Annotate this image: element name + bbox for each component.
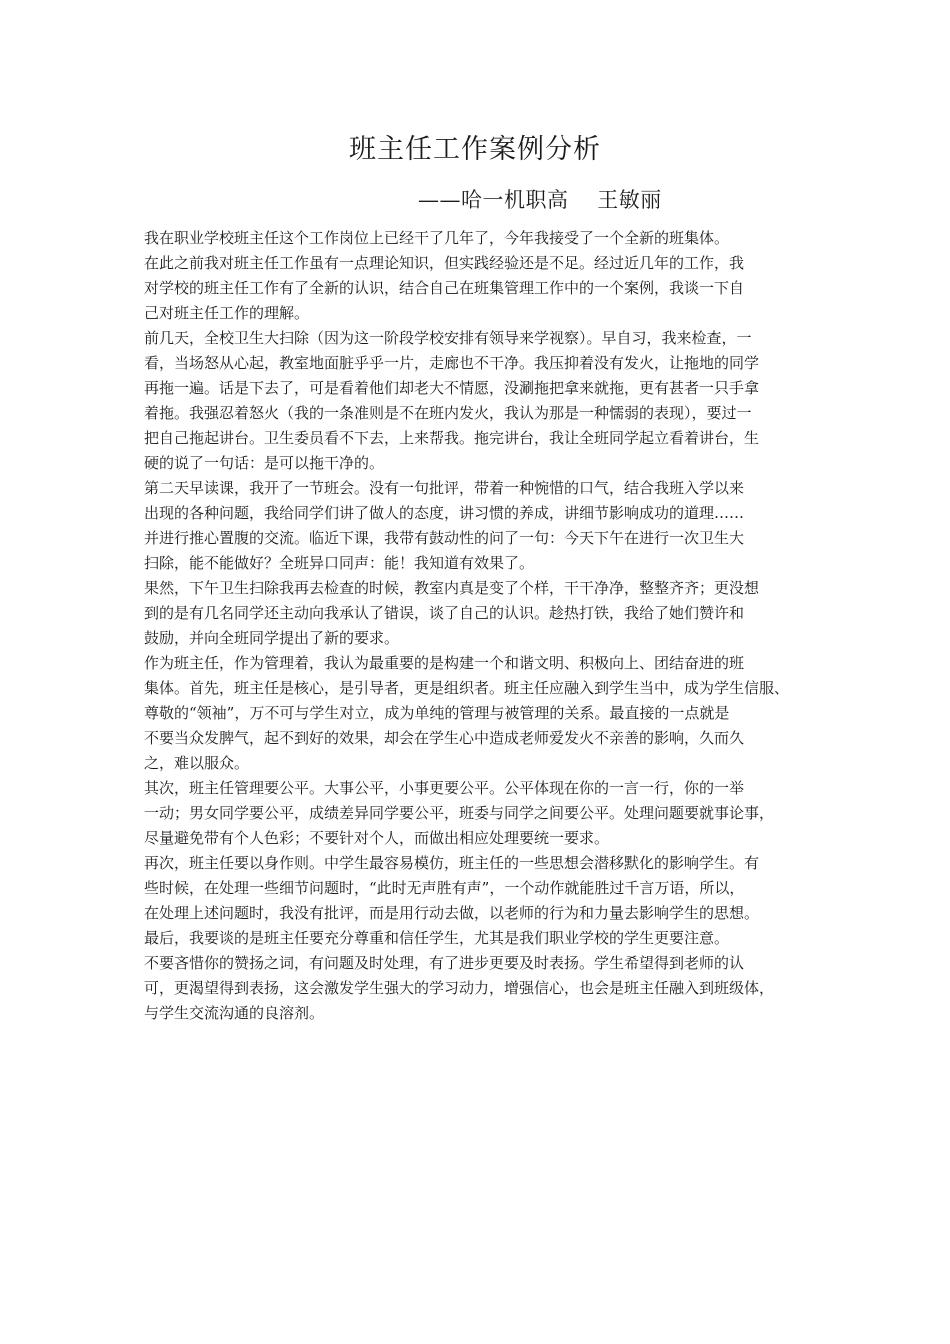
document-author-line: ——哈一机职高 王敏丽 [418,188,662,212]
body-text-line: 把自己拖起讲台。卫生委员看不下去，上来帮我。拖完讲台，我让全班同学起立看着讲台，生 [144,429,760,447]
body-text-line: 看，当场怒从心起，教室地面脏乎乎一片，走廊也不干净。我压抑着没有发火，让拖地的同学 [144,354,760,372]
body-text-line: 一动；男女同学要公平，成绩差异同学要公平，班委与同学之间要公平。处理问题要就事论事， [144,804,775,822]
body-text-line: 前几天，全校卫生大扫除（因为这一阶段学校安排有领导来学视察）。早自习，我来检查，一 [144,329,752,347]
body-text-line: 与学生交流沟通的良溶剂。 [144,1004,325,1022]
body-text-line: 再次，班主任要以身作则。中学生最容易模仿，班主任的一些思想会潜移默化的影响学生。有 [144,854,760,872]
document-title: 班主任工作案例分析 [349,134,601,165]
body-text-line: 鼓励，并向全班同学提出了新的要求。 [144,629,400,647]
body-text-line: 之，难以服众。 [144,754,250,772]
body-text-line: 扫除，能不能做好？全班异口同声：能！我知道有效果了。 [144,554,535,572]
body-text-line: 硬的说了一句话：是可以拖干净的。 [144,454,385,472]
body-text-line: 作为班主任，作为管理着，我认为最重要的是构建一个和谐文明、积极向上、团结奋进的班 [144,654,745,672]
body-text-line: 集体。首先，班主任是核心，是引导者，更是组织者。班主任应融入到学生当中，成为学生信服、 [144,679,790,697]
body-text-line: 并进行推心置腹的交流。临近下课，我带有鼓动性的问了一句：今天下午在进行一次卫生大 [144,529,745,547]
body-text-line: 不要当众发脾气，起不到好的效果，却会在学生心中造成老师爱发火不亲善的影响，久而久 [144,729,745,747]
body-text-line: 果然，下午卫生扫除我再去检查的时候，教室内真是变了个样，干干净净，整整齐齐；更没想 [144,579,760,597]
body-text-line: 着拖。我强忍着怒火（我的一条准则是不在班内发火，我认为那是一种懦弱的表现），要过一 [144,404,752,422]
body-text-line: 再拖一遍。话是下去了，可是看着他们却老大不情愿，没涮拖把拿来就拖，更有甚者一只手拿 [144,379,760,397]
body-text-line: 可，更渴望得到表扬，这会激发学生强大的学习动力，增强信心，也会是班主任融入到班级体， [144,979,775,997]
body-text-line: 我在职业学校班主任这个工作岗位上已经干了几年了，今年我接受了一个全新的班集体。 [144,229,730,247]
body-text-line: 己对班主任工作的理解。 [144,304,310,322]
body-text-line: 其次，班主任管理要公平。大事公平，小事更要公平。公平体现在你的一言一行，你的一举 [144,779,745,797]
body-text-line: 不要吝惜你的赞扬之词，有问题及时处理，有了进步更要及时表扬。学生希望得到老师的认 [144,954,745,972]
body-text-line: 最后，我要谈的是班主任要充分尊重和信任学生，尤其是我们职业学校的学生更要注意。 [144,929,730,947]
body-text-line: 到的是有几名同学还主动向我承认了错误，谈了自己的认识。趁热打铁，我给了她们赞许和 [144,604,745,622]
body-text-line: 尊敬的“领袖”，万不可与学生对立，成为单纯的管理与被管理的关系。最直接的一点就是 [144,704,730,722]
body-text-line: 在此之前我对班主任工作虽有一点理论知识，但实践经验还是不足。经过近几年的工作，我 [144,254,745,272]
body-text-line: 出现的各种问题，我给同学们讲了做人的态度，讲习惯的养成，讲细节影响成功的道理…… [144,504,745,522]
body-text-line: 在处理上述问题时，我没有批评，而是用行动去做，以老师的行为和力量去影响学生的思想。 [144,904,760,922]
body-text-line: 对学校的班主任工作有了全新的认识，结合自己在班集管理工作中的一个案例，我谈一下自 [144,279,745,297]
body-text-line: 些时候，在处理一些细节问题时，“此时无声胜有声”，一个动作就能胜过千言万语，所以， [144,879,745,897]
body-text-line: 第二天早读课，我开了一节班会。没有一句批评，带着一种惋惜的口气，结合我班入学以来 [144,479,745,497]
document-body [144,226,816,1026]
body-text-line: 尽量避免带有个人色彩；不要针对个人，而做出相应处理要统一要求。 [144,829,610,847]
